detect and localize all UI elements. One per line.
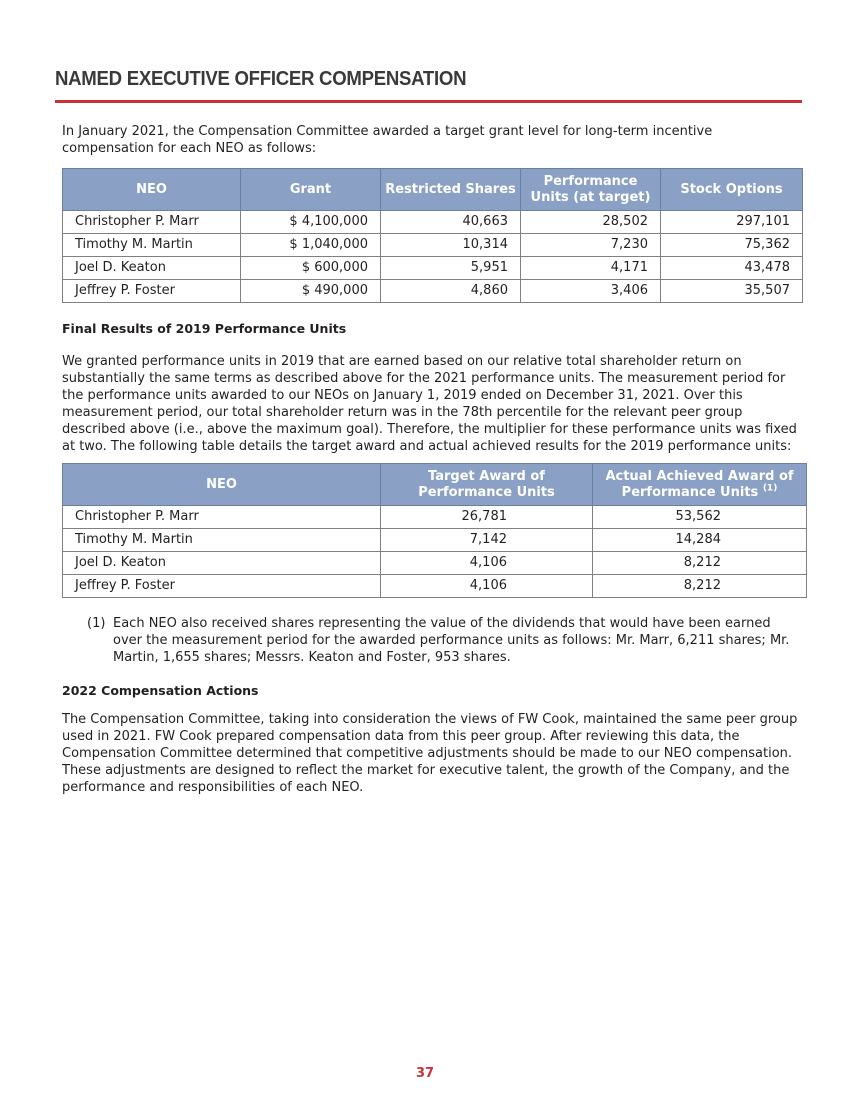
neo-name: Christopher P. Marr: [63, 506, 381, 529]
grant-table-header-performance-units: Performance Units (at target): [521, 169, 661, 211]
target-award-value: 4,106: [381, 552, 593, 575]
actual-award-value: 8,212: [593, 552, 807, 575]
restricted-shares-value: 10,314: [381, 234, 521, 257]
performance-units-value: 28,502: [521, 211, 661, 234]
section-heading-2022-actions: 2022 Compensation Actions: [62, 683, 259, 698]
neo-name: Christopher P. Marr: [63, 211, 241, 234]
restricted-shares-value: 4,860: [381, 280, 521, 303]
restricted-shares-value: 40,663: [381, 211, 521, 234]
table-row: [63, 234, 803, 257]
grant-value: $ 600,000: [241, 257, 381, 280]
target-award-value: 7,142: [381, 529, 593, 552]
table-row: [63, 280, 803, 303]
neo-name: Joel D. Keaton: [63, 257, 241, 280]
neo-name: Jeffrey P. Foster: [63, 575, 381, 598]
stock-options-value: 75,362: [661, 234, 803, 257]
restricted-shares-value: 5,951: [381, 257, 521, 280]
table-row: [63, 506, 807, 529]
stock-options-value: 43,478: [661, 257, 803, 280]
grant-value: $ 490,000: [241, 280, 381, 303]
perf-table-header-target-award: Target Award of Performance Units: [381, 464, 593, 506]
target-award-value: 4,106: [381, 575, 593, 598]
section-paragraph-2019-results: We granted performance units in 2019 that are earned based on our relative total shareholder return on substantially the same terms as described above for the 2021 performance units. The measurement period for the performance units awarded to our NEOs on January 1, 2019 ended on December 31, 2021. Over this measurement period, our total shareholder return was in the 78th percentile for the relevant peer group described above (i.e., above the maximum goal). Therefore, the multiplier for these performance units was fixed at two. The following table details the target award and actual achieved results for the 2019 performance units:: [62, 354, 797, 454]
performance-units-value: 7,230: [521, 234, 661, 257]
grant-table: [62, 168, 803, 303]
page-title: NAMED EXECUTIVE OFFICER COMPENSATION: [55, 68, 467, 90]
grant-table-header-neo: NEO: [63, 169, 241, 211]
stock-options-value: 35,507: [661, 280, 803, 303]
neo-name: Timothy M. Martin: [63, 529, 381, 552]
intro-paragraph: In January 2021, the Compensation Committee awarded a target grant level for long-term incentive compensation for each NEO as follows:: [62, 124, 713, 156]
grant-table-header-grant: Grant: [241, 169, 381, 211]
footnote-ref: (1): [762, 483, 778, 494]
section-heading-2019-results: Final Results of 2019 Performance Units: [62, 321, 347, 336]
section-paragraph-2022-actions: The Compensation Committee, taking into consideration the views of FW Cook, maintained the same peer group used in 2021. FW Cook prepared compensation data from this peer group. After reviewing this data, the Compensation Committee determined that competitive adjustments should be made to our NEO compensation. These adjustments are designed to reflect the market for executive talent, the growth of the Company, and the performance and responsibilities of each NEO.: [62, 712, 798, 795]
table-row: [63, 257, 803, 280]
grant-value: $ 1,040,000: [241, 234, 381, 257]
table-row: [63, 529, 807, 552]
footnote-marker: (1): [87, 616, 106, 631]
neo-name: Jeffrey P. Foster: [63, 280, 241, 303]
neo-name: Timothy M. Martin: [63, 234, 241, 257]
table-row: [63, 211, 803, 234]
performance-units-value: 3,406: [521, 280, 661, 303]
actual-award-value: 53,562: [593, 506, 807, 529]
footnote-text: Each NEO also received shares representing the value of the dividends that would have been earned over the measurement period for the awarded performance units as follows: Mr. Marr, 6,211 shares; Mr. Martin, 1,655 shares; Messrs. Keaton and Foster, 953 shares.: [113, 616, 790, 665]
perf-table-header-actual-award: [593, 464, 807, 506]
perf-table-header-neo: NEO: [63, 464, 381, 506]
footnote: [87, 615, 797, 666]
target-award-value: 26,781: [381, 506, 593, 529]
perf-table-header-actual-award-label: Actual Achieved Award of Performance Units: [605, 468, 794, 500]
performance-units-value: 4,171: [521, 257, 661, 280]
actual-award-value: 14,284: [593, 529, 807, 552]
stock-options-value: 297,101: [661, 211, 803, 234]
page-number: 37: [415, 1066, 435, 1081]
grant-value: $ 4,100,000: [241, 211, 381, 234]
grant-table-header-restricted-shares: Restricted Shares: [381, 169, 521, 211]
neo-name: Joel D. Keaton: [63, 552, 381, 575]
table-row: [63, 575, 807, 598]
performance-units-table: [62, 463, 807, 598]
table-row: [63, 552, 807, 575]
actual-award-value: 8,212: [593, 575, 807, 598]
title-rule: [55, 100, 802, 103]
grant-table-header-stock-options: Stock Options: [661, 169, 803, 211]
